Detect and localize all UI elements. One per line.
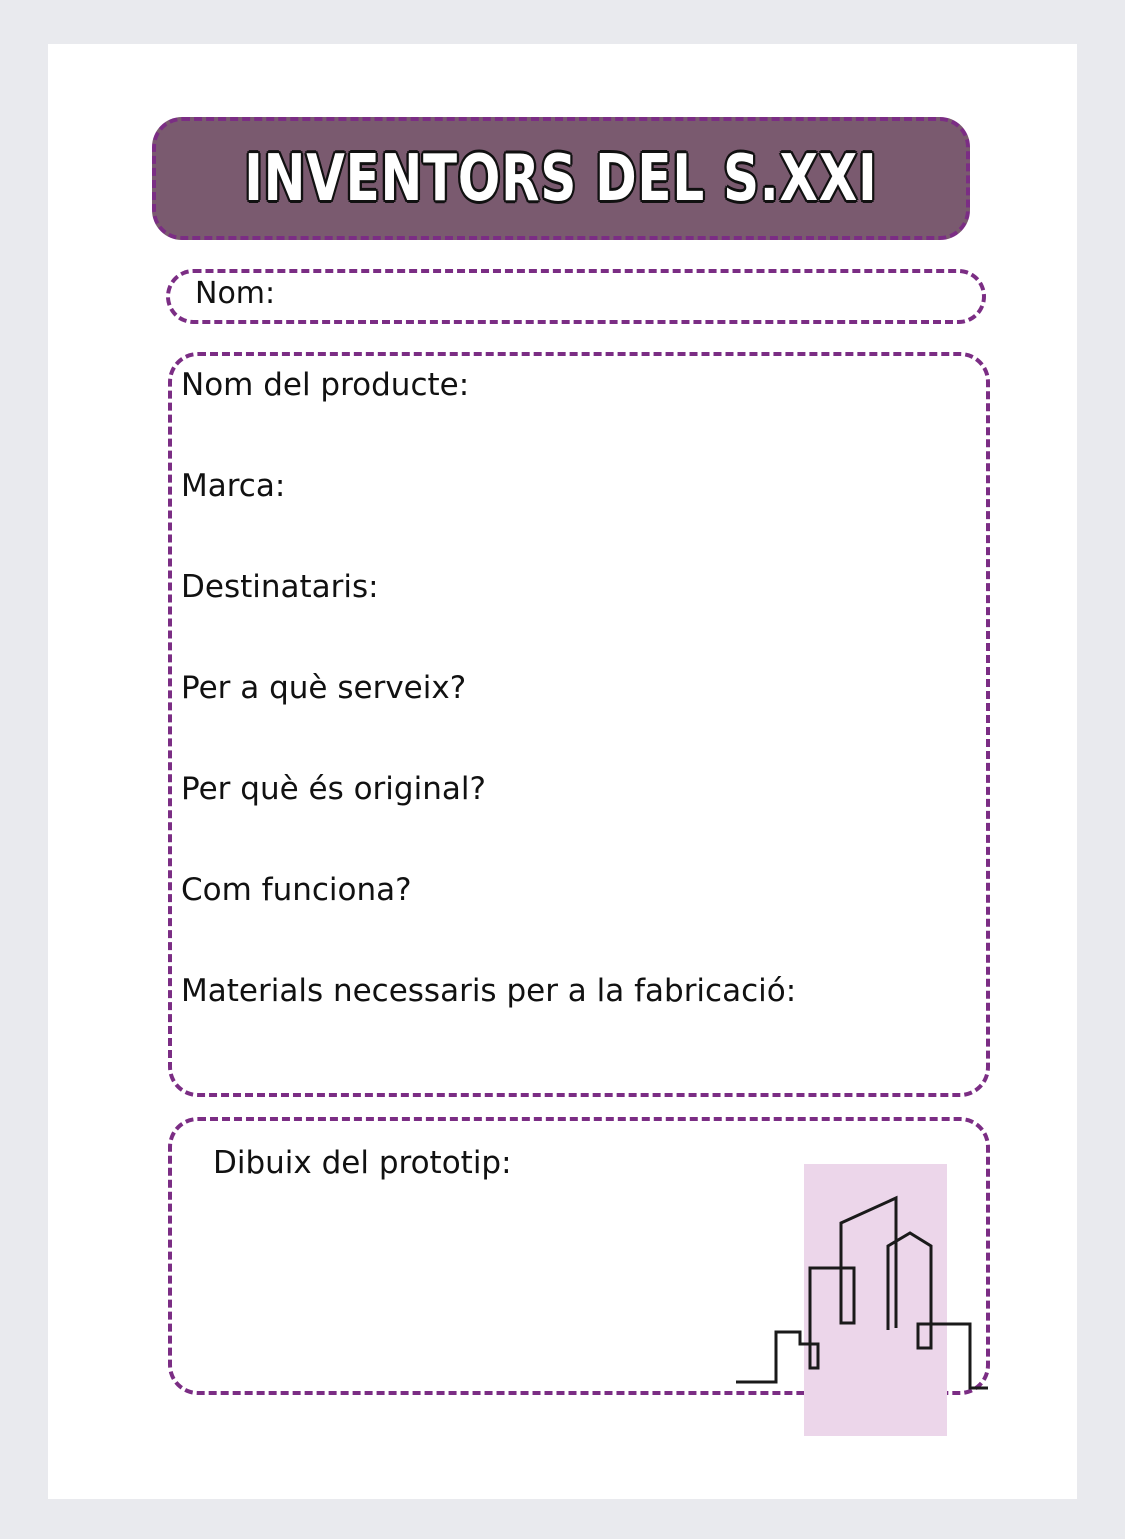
name-label: Nom: bbox=[195, 276, 276, 311]
field-originality: Per què és original? bbox=[181, 771, 486, 807]
field-product-name: Nom del producte: bbox=[181, 367, 470, 403]
name-field-box[interactable] bbox=[166, 269, 986, 324]
field-brand: Marca: bbox=[181, 468, 286, 504]
field-materials: Materials necessaris per a la fabricació: bbox=[181, 973, 797, 1009]
city-skyline-icon bbox=[730, 1190, 995, 1390]
field-purpose: Per a què serveix? bbox=[181, 670, 467, 706]
field-recipients: Destinataris: bbox=[181, 569, 379, 605]
page-title: INVENTORS DEL S.XXI bbox=[244, 141, 878, 216]
title-banner bbox=[152, 117, 970, 240]
field-how-it-works: Com funciona? bbox=[181, 872, 412, 908]
drawing-label: Dibuix del prototip: bbox=[213, 1145, 512, 1181]
